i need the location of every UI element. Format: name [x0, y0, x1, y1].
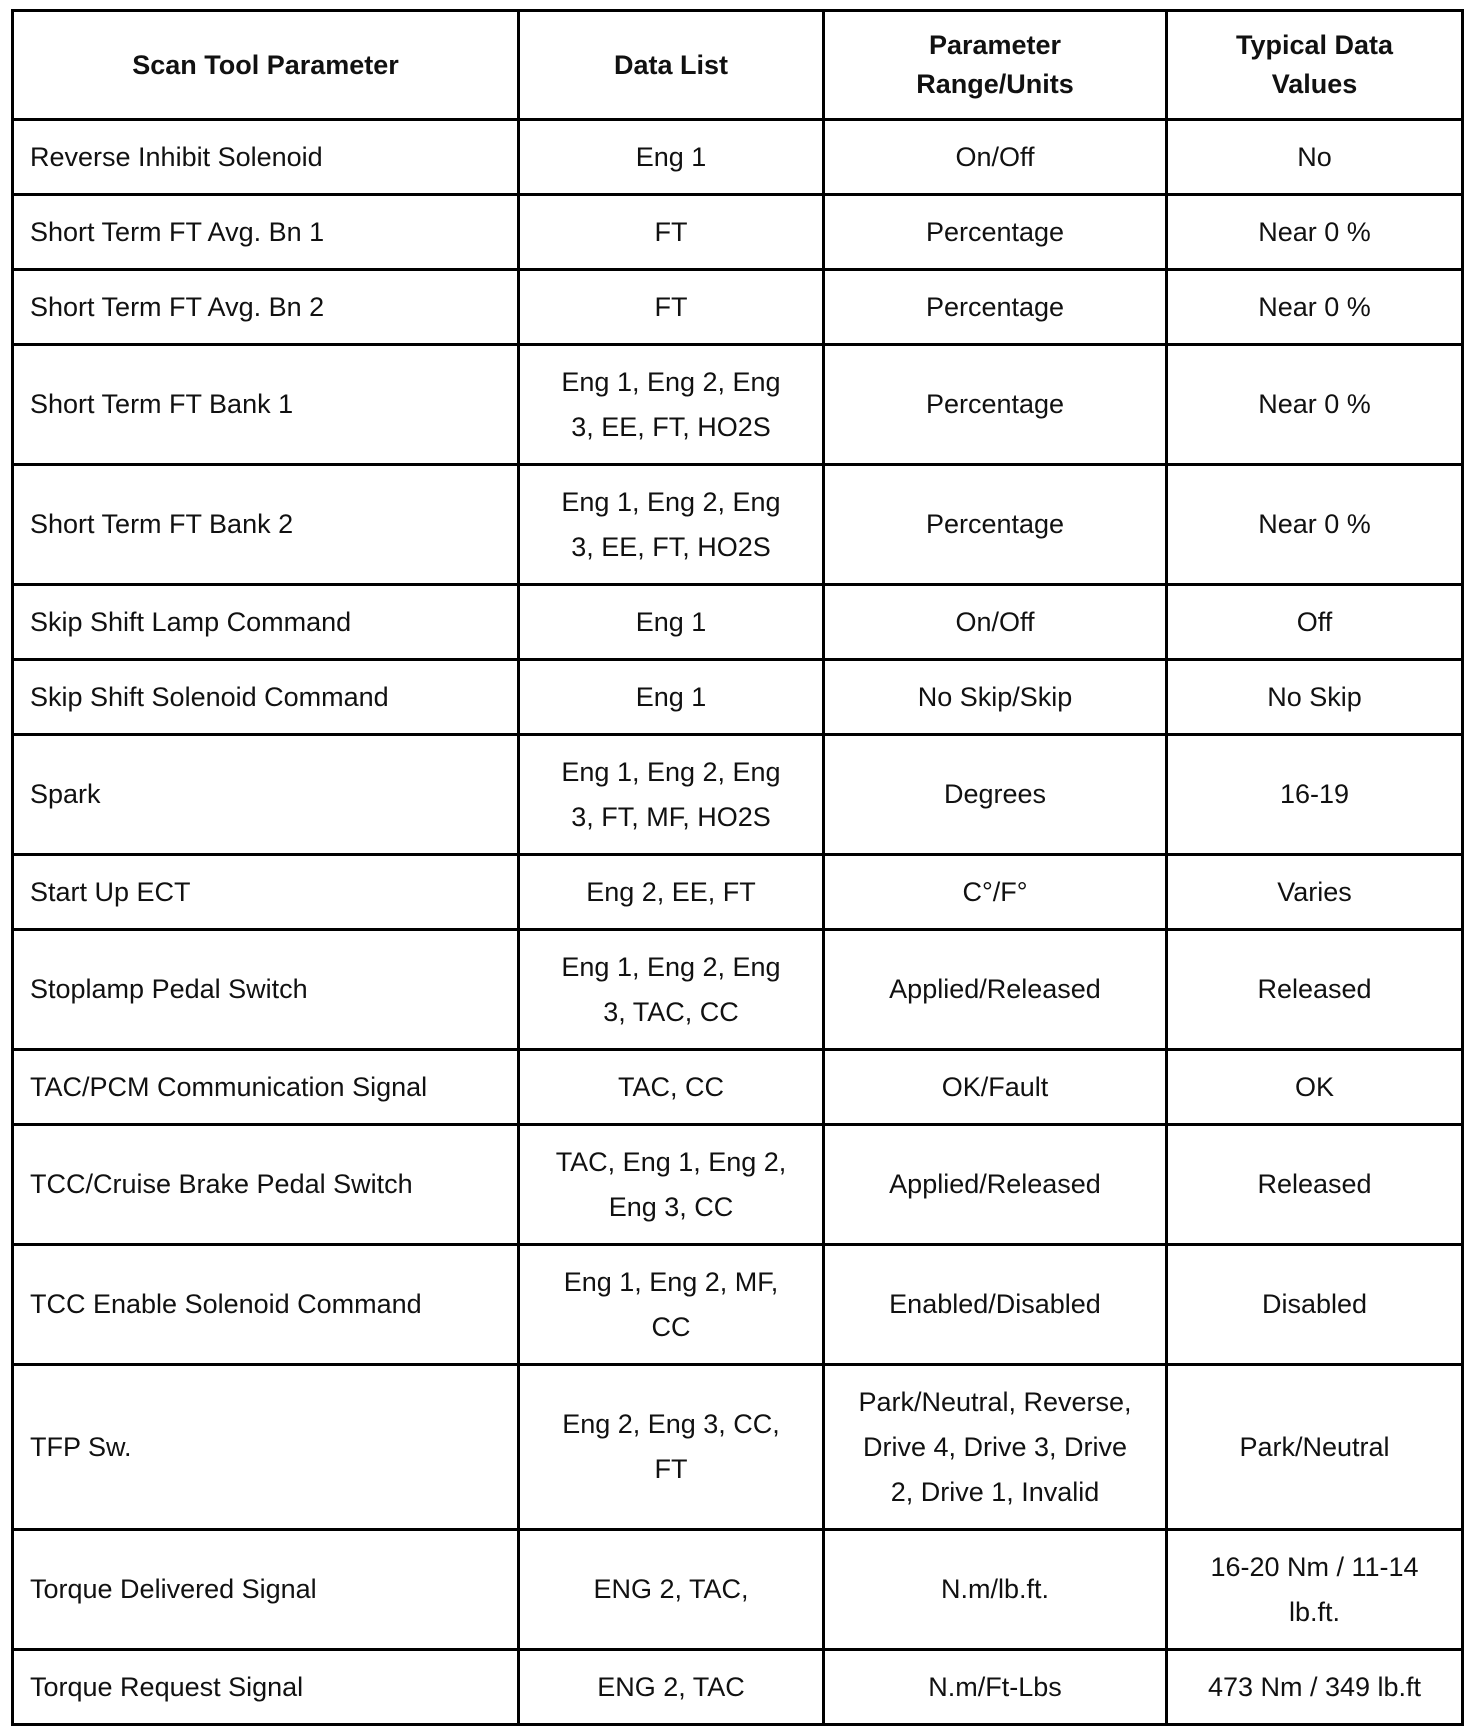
range-units-cell: On/Off	[824, 585, 1167, 660]
parameter-cell: TAC/PCM Communication Signal	[13, 1050, 519, 1125]
data-list-cell: TAC, CC	[519, 1050, 824, 1125]
header-parameter-range-units: Parameter Range/Units	[824, 11, 1167, 120]
header-scan-tool-parameter: Scan Tool Parameter	[13, 11, 519, 120]
data-list-cell: Eng 2, EE, FT	[519, 855, 824, 930]
header-row	[13, 11, 1463, 120]
range-units-cell: On/Off	[824, 120, 1167, 195]
data-list-cell: Eng 2, Eng 3, CC, FT	[519, 1365, 824, 1530]
data-list-cell: Eng 1, Eng 2, Eng 3, TAC, CC	[519, 930, 824, 1050]
table-row	[13, 1125, 1463, 1245]
table-row	[13, 1245, 1463, 1365]
range-units-cell: Enabled/Disabled	[824, 1245, 1167, 1365]
parameter-cell: Reverse Inhibit Solenoid	[13, 120, 519, 195]
parameter-cell: TCC/Cruise Brake Pedal Switch	[13, 1125, 519, 1245]
range-units-cell: N.m/Ft-Lbs	[824, 1650, 1167, 1725]
data-list-cell: Eng 1, Eng 2, Eng 3, EE, FT, HO2S	[519, 465, 824, 585]
range-units-cell: Applied/Released	[824, 1125, 1167, 1245]
typical-value-cell: Near 0 %	[1167, 465, 1463, 585]
typical-value-cell: Near 0 %	[1167, 195, 1463, 270]
data-list-cell: Eng 1, Eng 2, Eng 3, EE, FT, HO2S	[519, 345, 824, 465]
parameter-cell: Short Term FT Avg. Bn 2	[13, 270, 519, 345]
table-header	[13, 11, 1463, 120]
range-units-cell: C°/F°	[824, 855, 1167, 930]
range-units-cell: Applied/Released	[824, 930, 1167, 1050]
parameter-cell: Start Up ECT	[13, 855, 519, 930]
typical-value-cell: No	[1167, 120, 1463, 195]
parameter-cell: Short Term FT Bank 2	[13, 465, 519, 585]
range-units-cell: Degrees	[824, 735, 1167, 855]
range-units-cell: Percentage	[824, 195, 1167, 270]
parameter-cell: Short Term FT Bank 1	[13, 345, 519, 465]
typical-value-cell: Released	[1167, 1125, 1463, 1245]
typical-value-cell: 473 Nm / 349 lb.ft	[1167, 1650, 1463, 1725]
typical-value-cell: Near 0 %	[1167, 270, 1463, 345]
typical-value-cell: Varies	[1167, 855, 1463, 930]
typical-value-cell: Park/Neutral	[1167, 1365, 1463, 1530]
parameter-cell: Skip Shift Lamp Command	[13, 585, 519, 660]
parameter-cell: Skip Shift Solenoid Command	[13, 660, 519, 735]
data-list-cell: ENG 2, TAC,	[519, 1530, 824, 1650]
table-row	[13, 585, 1463, 660]
parameter-cell: Stoplamp Pedal Switch	[13, 930, 519, 1050]
table-row	[13, 345, 1463, 465]
typical-value-cell: Near 0 %	[1167, 345, 1463, 465]
data-list-cell: Eng 1	[519, 120, 824, 195]
range-units-cell: No Skip/Skip	[824, 660, 1167, 735]
data-list-cell: Eng 1	[519, 585, 824, 660]
data-list-cell: Eng 1	[519, 660, 824, 735]
table-body	[13, 120, 1463, 1725]
table-row	[13, 1050, 1463, 1125]
range-units-cell: Park/Neutral, Reverse, Drive 4, Drive 3, Drive 2, Drive 1, Invalid	[824, 1365, 1167, 1530]
table-row	[13, 465, 1463, 585]
table-row	[13, 195, 1463, 270]
table-row	[13, 930, 1463, 1050]
typical-value-cell: 16-19	[1167, 735, 1463, 855]
scan-tool-data-table	[11, 9, 1464, 1726]
range-units-cell: Percentage	[824, 345, 1167, 465]
data-list-cell: ENG 2, TAC	[519, 1650, 824, 1725]
typical-value-cell: Disabled	[1167, 1245, 1463, 1365]
table-row	[13, 270, 1463, 345]
parameter-cell: Torque Request Signal	[13, 1650, 519, 1725]
typical-value-cell: No Skip	[1167, 660, 1463, 735]
data-list-cell: Eng 1, Eng 2, Eng 3, FT, MF, HO2S	[519, 735, 824, 855]
parameter-cell: TFP Sw.	[13, 1365, 519, 1530]
table-row	[13, 855, 1463, 930]
header-data-list: Data List	[519, 11, 824, 120]
parameter-cell: TCC Enable Solenoid Command	[13, 1245, 519, 1365]
typical-value-cell: Off	[1167, 585, 1463, 660]
parameter-cell: Spark	[13, 735, 519, 855]
parameter-cell: Torque Delivered Signal	[13, 1530, 519, 1650]
table-row	[13, 120, 1463, 195]
header-typical-data-values: Typical Data Values	[1167, 11, 1463, 120]
range-units-cell: Percentage	[824, 270, 1167, 345]
typical-value-cell: OK	[1167, 1050, 1463, 1125]
range-units-cell: Percentage	[824, 465, 1167, 585]
range-units-cell: OK/Fault	[824, 1050, 1167, 1125]
range-units-cell: N.m/lb.ft.	[824, 1530, 1167, 1650]
table-row	[13, 1530, 1463, 1650]
table-row	[13, 1650, 1463, 1725]
typical-value-cell: Released	[1167, 930, 1463, 1050]
data-list-cell: TAC, Eng 1, Eng 2, Eng 3, CC	[519, 1125, 824, 1245]
table-row	[13, 660, 1463, 735]
data-list-cell: Eng 1, Eng 2, MF, CC	[519, 1245, 824, 1365]
table-row	[13, 735, 1463, 855]
data-list-cell: FT	[519, 195, 824, 270]
table-row	[13, 1365, 1463, 1530]
data-list-cell: FT	[519, 270, 824, 345]
parameter-cell: Short Term FT Avg. Bn 1	[13, 195, 519, 270]
typical-value-cell: 16-20 Nm / 11-14 lb.ft.	[1167, 1530, 1463, 1650]
